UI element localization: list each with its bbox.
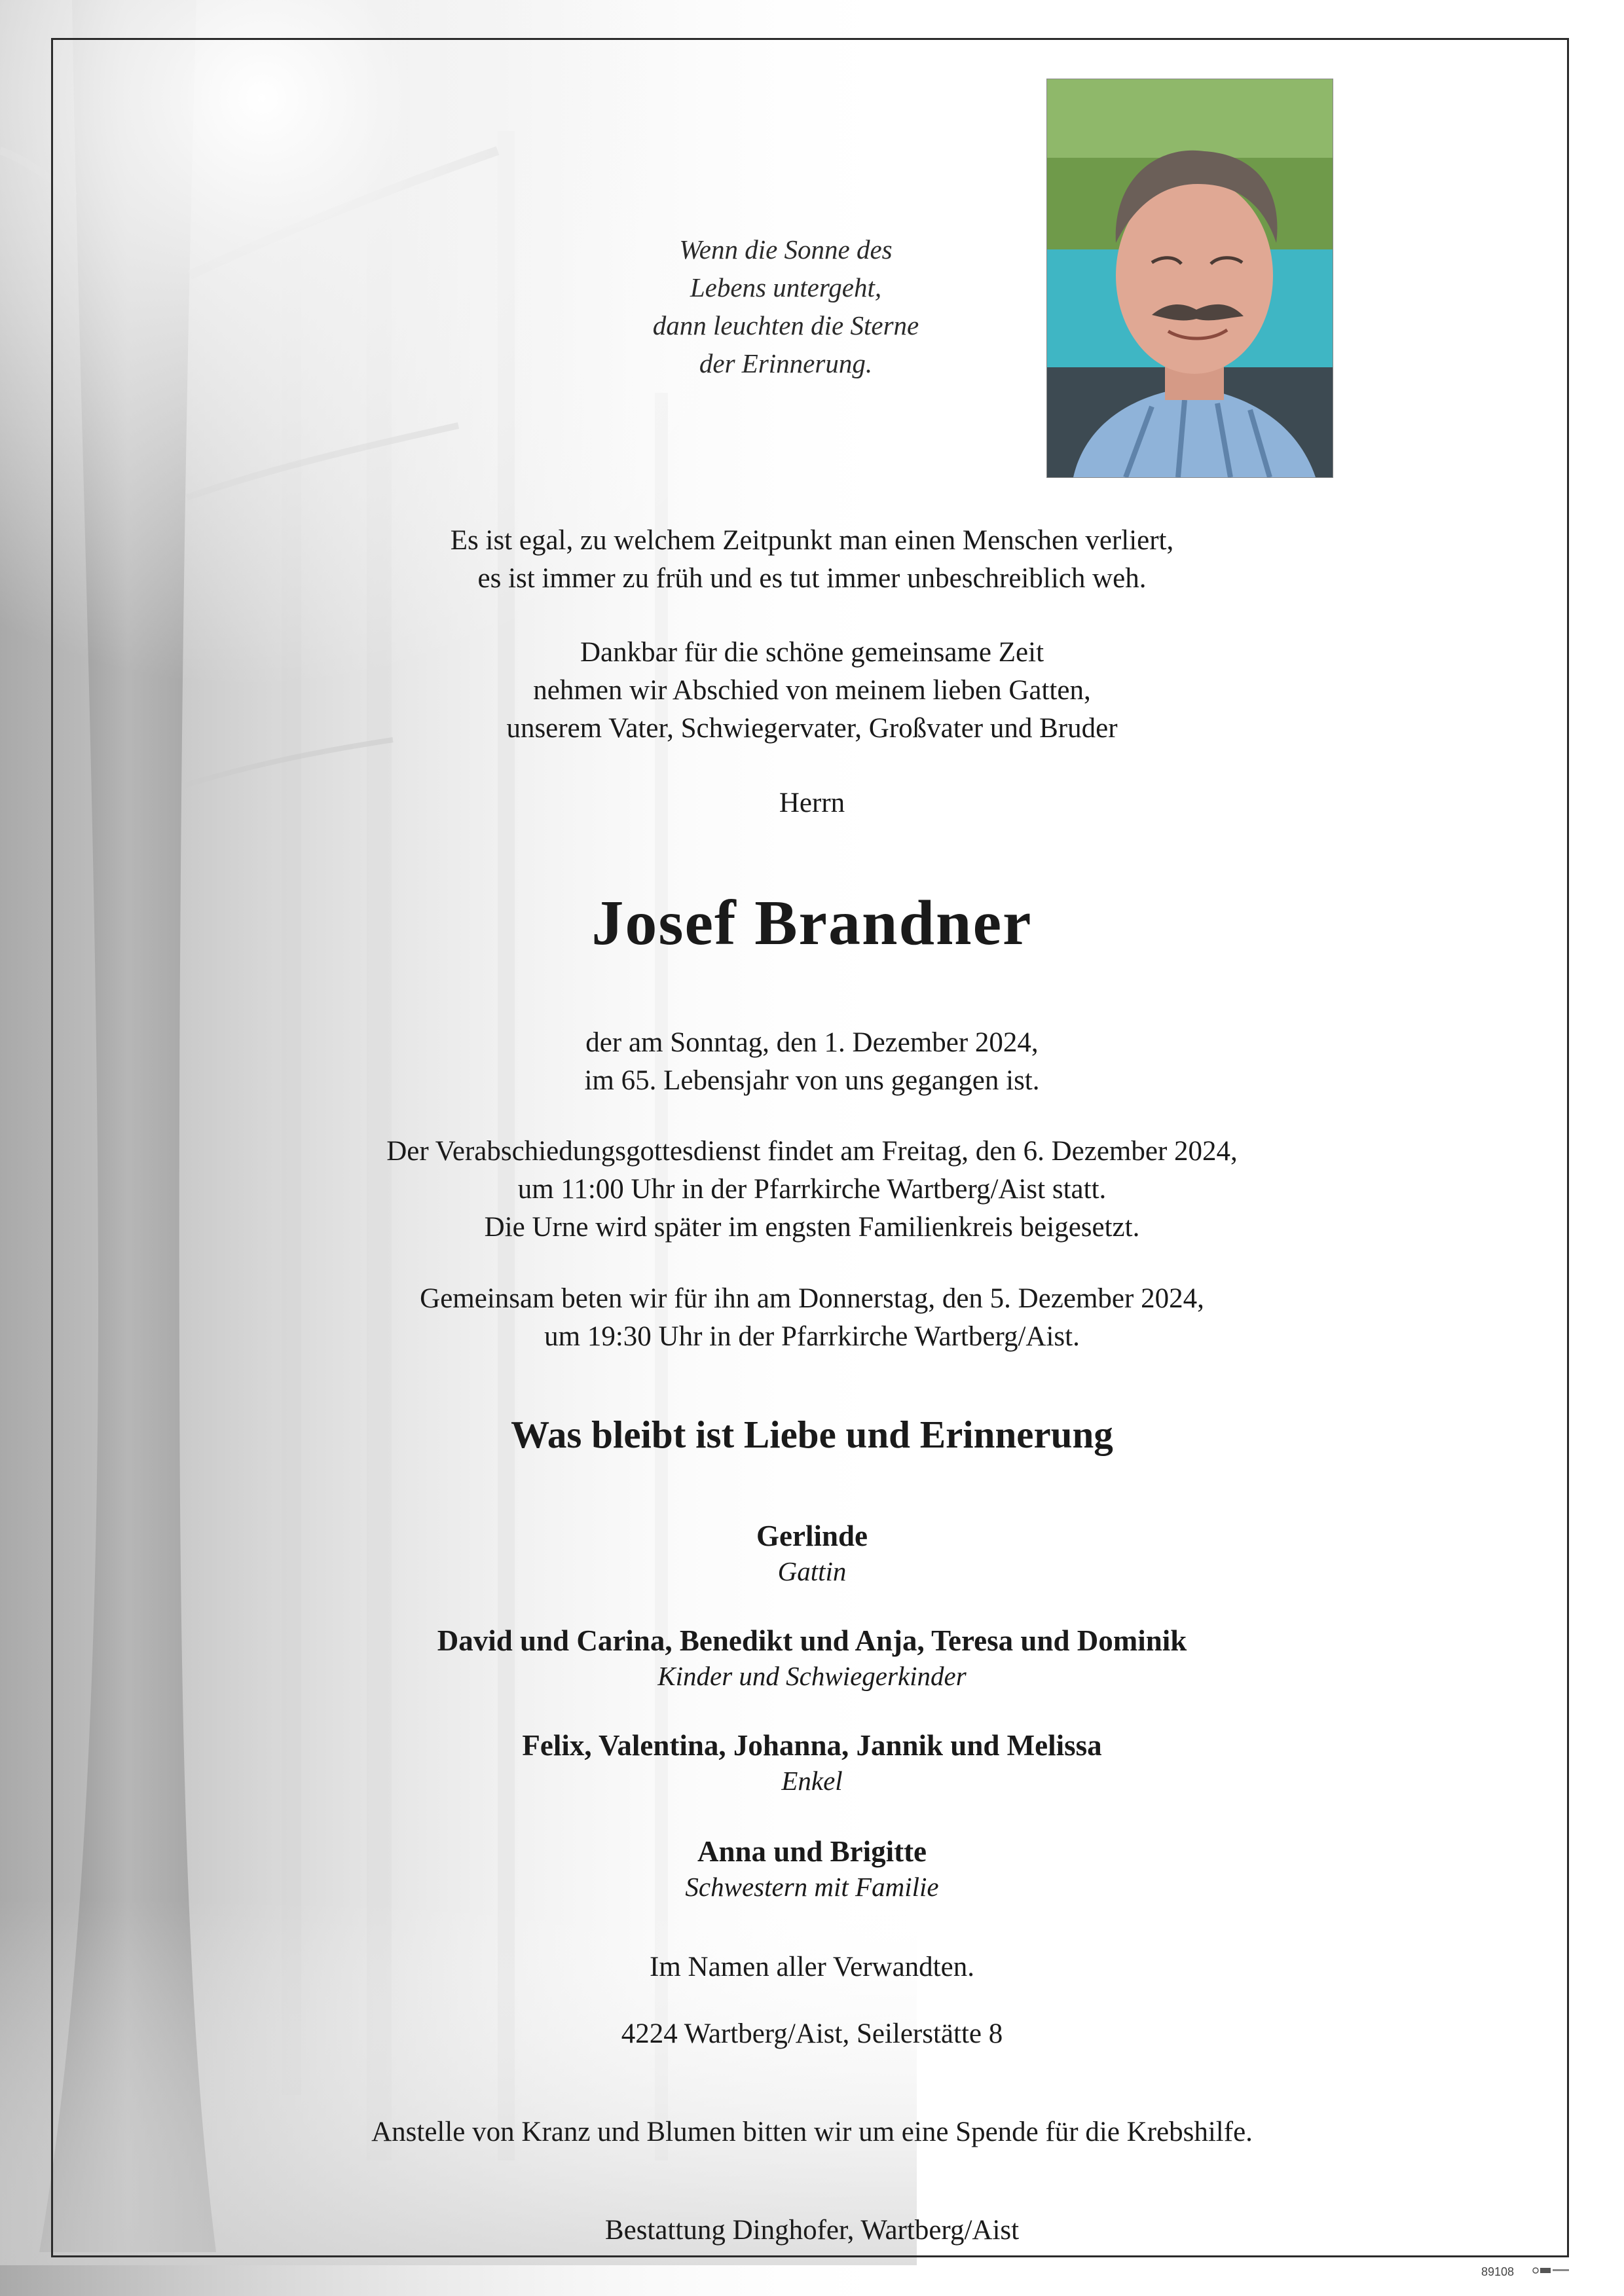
funeral-home: Bestattung Dinghofer, Wartberg/Aist [604, 2215, 1020, 2246]
donation-note: Anstelle von Kranz und Blumen bitten wir um eine Spende für die Krebshilfe. [371, 2117, 1253, 2147]
farewell-line: unserem Vater, Schwiegervater, Großvater und Bruder [506, 713, 1118, 744]
prayer-line: um 19:30 Uhr in der Pfarrkirche Wartberg/Aist. [544, 1321, 1080, 1352]
farewell-line: nehmen wir Abschied von meinem lieben Gatten, [533, 675, 1091, 706]
service-line: um 11:00 Uhr in der Pfarrkirche Wartberg/Aist statt. [517, 1174, 1107, 1205]
mourner-names: David und Carina, Benedikt und Anja, Teresa und Dominik [437, 1624, 1187, 1657]
poem-line: Lebens untergeht, [690, 272, 882, 302]
mourner-relation: Kinder und Schwiegerkinder [657, 1661, 967, 1691]
relatives-note: Im Namen aller Verwandten. [650, 1952, 974, 1982]
poem-line: Wenn die Sonne des [679, 234, 893, 264]
service-line: Der Verabschiedungsgottesdienst findet am Freitag, den 6. Dezember 2024, [386, 1136, 1238, 1167]
mourner-names: Gerlinde [756, 1520, 868, 1552]
portrait-photo [1046, 79, 1333, 478]
printer-logo-icon [1532, 2265, 1570, 2276]
salutation: Herrn [779, 788, 845, 818]
poem-line: dann leuchten die Sterne [652, 310, 919, 340]
poem-line: der Erinnerung. [699, 348, 873, 378]
motto: Was bleibt ist Liebe und Erinnerung [511, 1413, 1113, 1456]
farewell-line: Dankbar für die schöne gemeinsame Zeit [580, 637, 1044, 668]
death-text [105, 1024, 1519, 1100]
farewell-text [105, 634, 1519, 748]
intro-text [105, 522, 1519, 598]
mourner-relation: Enkel [781, 1766, 843, 1796]
prayer-text [105, 1280, 1519, 1356]
prayer-line: Gemeinsam beten wir für ihn am Donnerstag, den 5. Dezember 2024, [420, 1283, 1204, 1314]
mourner-group [105, 1622, 1519, 1693]
intro-line: Es ist egal, zu welchem Zeitpunkt man einen Menschen verliert, [450, 525, 1174, 556]
service-text [105, 1133, 1519, 1247]
death-line: im 65. Lebensjahr von uns gegangen ist. [584, 1065, 1040, 1096]
mourner-names: Anna und Brigitte [697, 1835, 927, 1868]
death-line: der am Sonntag, den 1. Dezember 2024, [585, 1027, 1039, 1058]
family-address: 4224 Wartberg/Aist, Seilerstätte 8 [621, 2018, 1003, 2049]
mourner-relation: Gattin [777, 1556, 847, 1586]
service-line: Die Urne wird später im engsten Familienkreis beigesetzt. [484, 1212, 1140, 1243]
template-code: 89108 [1481, 2265, 1515, 2278]
mourner-relation: Schwestern mit Familie [685, 1872, 939, 1902]
mourner-group [105, 1727, 1519, 1798]
deceased-name: Josef Brandner [591, 888, 1033, 958]
intro-line: es ist immer zu früh und es tut immer unbeschreiblich weh. [477, 563, 1147, 594]
mourner-names: Felix, Valentina, Johanna, Jannik und Melissa [522, 1729, 1102, 1762]
mourner-group [105, 1518, 1519, 1588]
poem [544, 230, 1028, 382]
mourner-group [105, 1833, 1519, 1904]
